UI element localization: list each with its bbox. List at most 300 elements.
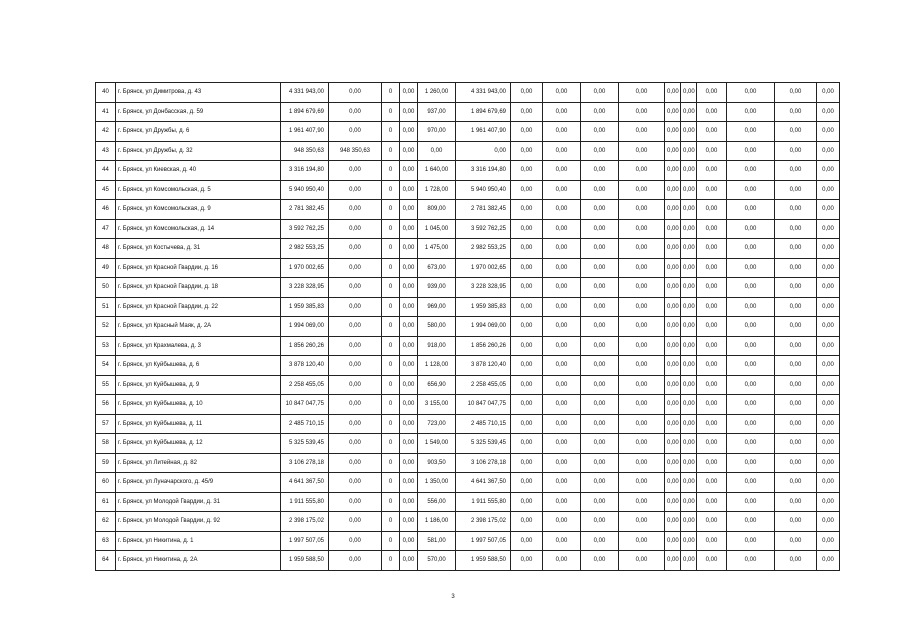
cell-col-4: 0 [382,551,400,571]
cell-row-number: 61 [96,492,116,512]
cell-col-15: 0,00 [727,473,775,493]
cell-col-9: 0,00 [543,141,581,161]
table-row [96,278,840,298]
cell-cost-2: 2 258 455,05 [456,375,511,395]
cell-col-12: 0,00 [665,200,681,220]
cell-col-3: 0,00 [329,122,382,142]
cell-col-3: 0,00 [329,356,382,376]
cell-row-number: 57 [96,414,116,434]
cell-col-5: 0,00 [400,356,418,376]
cell-col-13: 0,00 [681,122,697,142]
cell-col-9: 0,00 [543,278,581,298]
cell-row-number: 42 [96,122,116,142]
cell-col-14: 0,00 [697,122,727,142]
cell-col-4: 0 [382,180,400,200]
cell-col-17: 0,00 [817,219,840,239]
cell-col-14: 0,00 [697,102,727,122]
cell-col-12: 0,00 [665,336,681,356]
table-row [96,434,840,454]
cell-col-13: 0,00 [681,434,697,454]
cell-col-13: 0,00 [681,278,697,298]
cell-area: 937,00 [418,102,456,122]
cell-col-4: 0 [382,492,400,512]
cell-col-8: 0,00 [511,180,543,200]
cell-col-11: 0,00 [619,258,665,278]
cell-col-11: 0,00 [619,414,665,434]
cell-col-17: 0,00 [817,551,840,571]
cell-area: 723,00 [418,414,456,434]
cell-col-12: 0,00 [665,258,681,278]
cell-area: 1 045,00 [418,219,456,239]
cell-cost-2: 1 997 507,05 [456,531,511,551]
page-number: 3 [451,594,455,600]
cell-col-16: 0,00 [775,414,817,434]
cell-col-17: 0,00 [817,258,840,278]
cell-cost-2: 2 982 553,25 [456,239,511,259]
cell-col-14: 0,00 [697,551,727,571]
cell-col-10: 0,00 [581,297,619,317]
cell-col-10: 0,00 [581,512,619,532]
cell-col-5: 0,00 [400,512,418,532]
cell-col-3: 0,00 [329,473,382,493]
cell-total-cost: 5 940 950,40 [281,180,329,200]
cell-col-12: 0,00 [665,551,681,571]
cell-col-12: 0,00 [665,453,681,473]
cell-col-11: 0,00 [619,297,665,317]
cell-row-number: 46 [96,200,116,220]
cell-col-10: 0,00 [581,219,619,239]
cell-col-17: 0,00 [817,453,840,473]
cell-col-10: 0,00 [581,395,619,415]
cell-address: г. Брянск, ул Дружбы, д. 6 [116,122,281,142]
cell-col-5: 0,00 [400,317,418,337]
cell-col-11: 0,00 [619,122,665,142]
cell-row-number: 41 [96,102,116,122]
table-row [96,219,840,239]
cell-address: г. Брянск, ул Никитина, д. 1 [116,531,281,551]
cell-address: г. Брянск, ул Куйбышева, д. 9 [116,375,281,395]
cell-col-15: 0,00 [727,200,775,220]
cell-address: г. Брянск, ул Куйбышева, д. 10 [116,395,281,415]
cell-col-14: 0,00 [697,395,727,415]
cell-row-number: 47 [96,219,116,239]
cell-col-5: 0,00 [400,473,418,493]
table-row [96,395,840,415]
cell-area: 1 350,00 [418,473,456,493]
cell-total-cost: 4 641 367,50 [281,473,329,493]
cell-col-16: 0,00 [775,473,817,493]
cell-cost-2: 2 398 175,02 [456,512,511,532]
cell-col-3: 0,00 [329,492,382,512]
cell-area: 970,00 [418,122,456,142]
cell-col-3: 0,00 [329,219,382,239]
cell-col-14: 0,00 [697,453,727,473]
cell-col-4: 0 [382,102,400,122]
table-row [96,414,840,434]
cell-col-3: 0,00 [329,258,382,278]
cell-cost-2: 5 940 950,40 [456,180,511,200]
cell-address: г. Брянск, ул Красной Гвардии, д. 22 [116,297,281,317]
cell-cost-2: 1 970 002,65 [456,258,511,278]
cell-col-8: 0,00 [511,336,543,356]
cell-col-11: 0,00 [619,161,665,181]
cell-col-13: 0,00 [681,453,697,473]
cell-col-5: 0,00 [400,200,418,220]
cell-col-14: 0,00 [697,414,727,434]
cell-col-12: 0,00 [665,219,681,239]
cell-area: 1 549,00 [418,434,456,454]
cell-col-4: 0 [382,200,400,220]
cell-col-10: 0,00 [581,200,619,220]
cell-col-11: 0,00 [619,375,665,395]
cell-col-11: 0,00 [619,219,665,239]
cell-col-3: 0,00 [329,453,382,473]
cell-total-cost: 2 258 455,05 [281,375,329,395]
cell-col-14: 0,00 [697,239,727,259]
cell-col-16: 0,00 [775,200,817,220]
cell-address: г. Брянск, ул Куйбышева, д. 12 [116,434,281,454]
cell-col-12: 0,00 [665,180,681,200]
cell-row-number: 60 [96,473,116,493]
cell-col-5: 0,00 [400,375,418,395]
table-row [96,473,840,493]
cell-area: 1 186,00 [418,512,456,532]
cell-col-9: 0,00 [543,239,581,259]
cell-col-16: 0,00 [775,375,817,395]
cell-col-8: 0,00 [511,453,543,473]
cell-total-cost: 3 228 328,95 [281,278,329,298]
cell-address: г. Брянск, ул Комсомольская, д. 5 [116,180,281,200]
table-row [96,453,840,473]
cell-col-13: 0,00 [681,375,697,395]
cell-address: г. Брянск, ул Донбасская, д. 59 [116,102,281,122]
cell-col-13: 0,00 [681,395,697,415]
cell-col-8: 0,00 [511,239,543,259]
cell-col-10: 0,00 [581,239,619,259]
cell-col-15: 0,00 [727,414,775,434]
cell-col-17: 0,00 [817,395,840,415]
cell-col-15: 0,00 [727,356,775,376]
cell-col-14: 0,00 [697,317,727,337]
cell-col-12: 0,00 [665,83,681,103]
table-row [96,356,840,376]
cell-col-4: 0 [382,297,400,317]
cell-col-4: 0 [382,473,400,493]
cell-row-number: 48 [96,239,116,259]
cell-col-8: 0,00 [511,141,543,161]
cell-area: 809,00 [418,200,456,220]
cell-col-8: 0,00 [511,551,543,571]
cell-col-17: 0,00 [817,356,840,376]
cell-col-5: 0,00 [400,180,418,200]
cell-col-9: 0,00 [543,395,581,415]
cell-address: г. Брянск, ул Димитрова, д. 43 [116,83,281,103]
table-row [96,375,840,395]
cell-col-16: 0,00 [775,83,817,103]
cell-total-cost: 2 485 710,15 [281,414,329,434]
table-row [96,512,840,532]
cell-col-4: 0 [382,512,400,532]
cell-col-3: 0,00 [329,395,382,415]
cell-area: 0,00 [418,141,456,161]
cell-col-16: 0,00 [775,336,817,356]
cell-area: 1 475,00 [418,239,456,259]
cell-cost-2: 3 878 120,40 [456,356,511,376]
cell-col-13: 0,00 [681,102,697,122]
cell-row-number: 43 [96,141,116,161]
cell-col-9: 0,00 [543,180,581,200]
cell-col-11: 0,00 [619,434,665,454]
cell-col-17: 0,00 [817,278,840,298]
cell-col-13: 0,00 [681,83,697,103]
cell-col-12: 0,00 [665,122,681,142]
cell-col-9: 0,00 [543,200,581,220]
cell-col-16: 0,00 [775,122,817,142]
cell-col-9: 0,00 [543,356,581,376]
cell-cost-2: 3 106 278,18 [456,453,511,473]
cell-col-3: 0,00 [329,317,382,337]
cell-col-13: 0,00 [681,512,697,532]
cell-col-3: 948 350,63 [329,141,382,161]
cell-col-15: 0,00 [727,297,775,317]
cell-total-cost: 1 961 407,90 [281,122,329,142]
cell-col-14: 0,00 [697,512,727,532]
table-row [96,122,840,142]
cell-col-16: 0,00 [775,434,817,454]
cell-area: 1 640,00 [418,161,456,181]
cell-col-15: 0,00 [727,375,775,395]
cell-col-8: 0,00 [511,531,543,551]
cell-area: 656,90 [418,375,456,395]
cell-area: 570,00 [418,551,456,571]
cell-col-9: 0,00 [543,297,581,317]
cell-col-11: 0,00 [619,531,665,551]
cell-col-9: 0,00 [543,375,581,395]
cell-col-3: 0,00 [329,297,382,317]
cell-col-13: 0,00 [681,297,697,317]
cell-col-15: 0,00 [727,141,775,161]
cell-row-number: 51 [96,297,116,317]
cell-cost-2: 3 228 328,95 [456,278,511,298]
cell-col-11: 0,00 [619,395,665,415]
cell-total-cost: 5 325 539,45 [281,434,329,454]
cell-col-8: 0,00 [511,434,543,454]
cell-col-14: 0,00 [697,297,727,317]
table-row [96,180,840,200]
cell-area: 918,00 [418,336,456,356]
cell-col-11: 0,00 [619,278,665,298]
cell-col-14: 0,00 [697,356,727,376]
cell-col-13: 0,00 [681,414,697,434]
cell-total-cost: 2 982 553,25 [281,239,329,259]
cell-row-number: 54 [96,356,116,376]
cell-col-3: 0,00 [329,434,382,454]
cell-col-15: 0,00 [727,83,775,103]
cell-total-cost: 1 959 588,50 [281,551,329,571]
cell-col-13: 0,00 [681,492,697,512]
cell-cost-2: 10 847 047,75 [456,395,511,415]
cell-col-3: 0,00 [329,375,382,395]
cell-col-17: 0,00 [817,375,840,395]
table-body [96,83,840,571]
cell-col-17: 0,00 [817,531,840,551]
cell-col-15: 0,00 [727,258,775,278]
cell-col-16: 0,00 [775,453,817,473]
cell-area: 903,50 [418,453,456,473]
cell-col-15: 0,00 [727,122,775,142]
cell-col-8: 0,00 [511,395,543,415]
cell-col-13: 0,00 [681,141,697,161]
cell-row-number: 64 [96,551,116,571]
cell-col-5: 0,00 [400,414,418,434]
cell-col-16: 0,00 [775,102,817,122]
cell-col-17: 0,00 [817,122,840,142]
cell-col-16: 0,00 [775,551,817,571]
cell-col-14: 0,00 [697,180,727,200]
cell-col-10: 0,00 [581,141,619,161]
cell-address: г. Брянск, ул Костычева, д. 31 [116,239,281,259]
cell-area: 3 155,00 [418,395,456,415]
cell-col-15: 0,00 [727,551,775,571]
cell-col-17: 0,00 [817,102,840,122]
cell-col-9: 0,00 [543,258,581,278]
cell-address: г. Брянск, ул Никитина, д. 2А [116,551,281,571]
cell-col-11: 0,00 [619,453,665,473]
cell-row-number: 44 [96,161,116,181]
cell-col-13: 0,00 [681,531,697,551]
cell-col-11: 0,00 [619,200,665,220]
cell-col-10: 0,00 [581,453,619,473]
cell-col-8: 0,00 [511,161,543,181]
table-row [96,492,840,512]
cell-cost-2: 2 485 710,15 [456,414,511,434]
cell-col-3: 0,00 [329,512,382,532]
cell-col-3: 0,00 [329,531,382,551]
cell-cost-2: 1 994 069,00 [456,317,511,337]
table-row [96,161,840,181]
cell-col-17: 0,00 [817,434,840,454]
cell-row-number: 50 [96,278,116,298]
cell-col-13: 0,00 [681,161,697,181]
cell-row-number: 45 [96,180,116,200]
cell-col-17: 0,00 [817,492,840,512]
cell-address: г. Брянск, ул Красный Маяк, д. 2А [116,317,281,337]
cell-col-10: 0,00 [581,492,619,512]
cell-col-13: 0,00 [681,180,697,200]
cell-address: г. Брянск, ул Дружбы, д. 32 [116,141,281,161]
cell-col-11: 0,00 [619,356,665,376]
cell-area: 1 728,00 [418,180,456,200]
table-row [96,239,840,259]
cell-col-15: 0,00 [727,219,775,239]
cell-col-13: 0,00 [681,219,697,239]
cell-col-15: 0,00 [727,239,775,259]
cell-col-4: 0 [382,317,400,337]
cell-total-cost: 1 994 069,00 [281,317,329,337]
cell-col-10: 0,00 [581,122,619,142]
cell-total-cost: 1 894 679,69 [281,102,329,122]
cell-total-cost: 1 911 555,80 [281,492,329,512]
cell-col-3: 0,00 [329,239,382,259]
cell-cost-2: 0,00 [456,141,511,161]
cell-col-15: 0,00 [727,434,775,454]
cell-row-number: 58 [96,434,116,454]
cell-row-number: 52 [96,317,116,337]
cell-col-16: 0,00 [775,492,817,512]
cell-col-9: 0,00 [543,414,581,434]
cell-address: г. Брянск, ул Молодой Гвардии, д. 31 [116,492,281,512]
cell-address: г. Брянск, ул Комсомольская, д. 9 [116,200,281,220]
cell-col-5: 0,00 [400,258,418,278]
cell-cost-2: 1 911 555,80 [456,492,511,512]
cell-col-8: 0,00 [511,219,543,239]
cell-row-number: 53 [96,336,116,356]
cell-col-4: 0 [382,258,400,278]
cell-col-17: 0,00 [817,473,840,493]
cell-area: 1 260,00 [418,83,456,103]
cell-col-16: 0,00 [775,317,817,337]
cell-col-16: 0,00 [775,219,817,239]
cell-col-16: 0,00 [775,297,817,317]
cell-col-14: 0,00 [697,219,727,239]
cell-cost-2: 2 781 382,45 [456,200,511,220]
cell-col-8: 0,00 [511,258,543,278]
cell-col-8: 0,00 [511,278,543,298]
cell-area: 580,00 [418,317,456,337]
cell-row-number: 59 [96,453,116,473]
cell-col-5: 0,00 [400,161,418,181]
cell-col-4: 0 [382,434,400,454]
cell-col-13: 0,00 [681,200,697,220]
cell-col-14: 0,00 [697,83,727,103]
cell-col-12: 0,00 [665,278,681,298]
cell-col-12: 0,00 [665,297,681,317]
cell-col-11: 0,00 [619,512,665,532]
cell-col-17: 0,00 [817,414,840,434]
cell-col-8: 0,00 [511,492,543,512]
cell-col-10: 0,00 [581,278,619,298]
cell-col-10: 0,00 [581,102,619,122]
cell-row-number: 56 [96,395,116,415]
table-row [96,102,840,122]
cell-col-11: 0,00 [619,102,665,122]
cell-col-16: 0,00 [775,395,817,415]
table-row [96,551,840,571]
cell-address: г. Брянск, ул Крахмалева, д. 3 [116,336,281,356]
cell-col-13: 0,00 [681,473,697,493]
cell-col-14: 0,00 [697,336,727,356]
cell-col-5: 0,00 [400,453,418,473]
cell-total-cost: 3 106 278,18 [281,453,329,473]
cell-col-4: 0 [382,122,400,142]
cell-col-14: 0,00 [697,161,727,181]
cell-col-5: 0,00 [400,278,418,298]
cell-row-number: 63 [96,531,116,551]
cell-col-12: 0,00 [665,531,681,551]
cell-col-16: 0,00 [775,141,817,161]
cell-col-10: 0,00 [581,180,619,200]
cell-address: г. Брянск, ул Луначарского, д. 45/9 [116,473,281,493]
cell-col-12: 0,00 [665,239,681,259]
cell-cost-2: 1 959 588,50 [456,551,511,571]
cell-col-5: 0,00 [400,336,418,356]
cell-col-12: 0,00 [665,492,681,512]
cell-col-16: 0,00 [775,180,817,200]
cell-col-14: 0,00 [697,375,727,395]
cell-col-4: 0 [382,336,400,356]
cell-col-15: 0,00 [727,512,775,532]
cell-col-14: 0,00 [697,492,727,512]
